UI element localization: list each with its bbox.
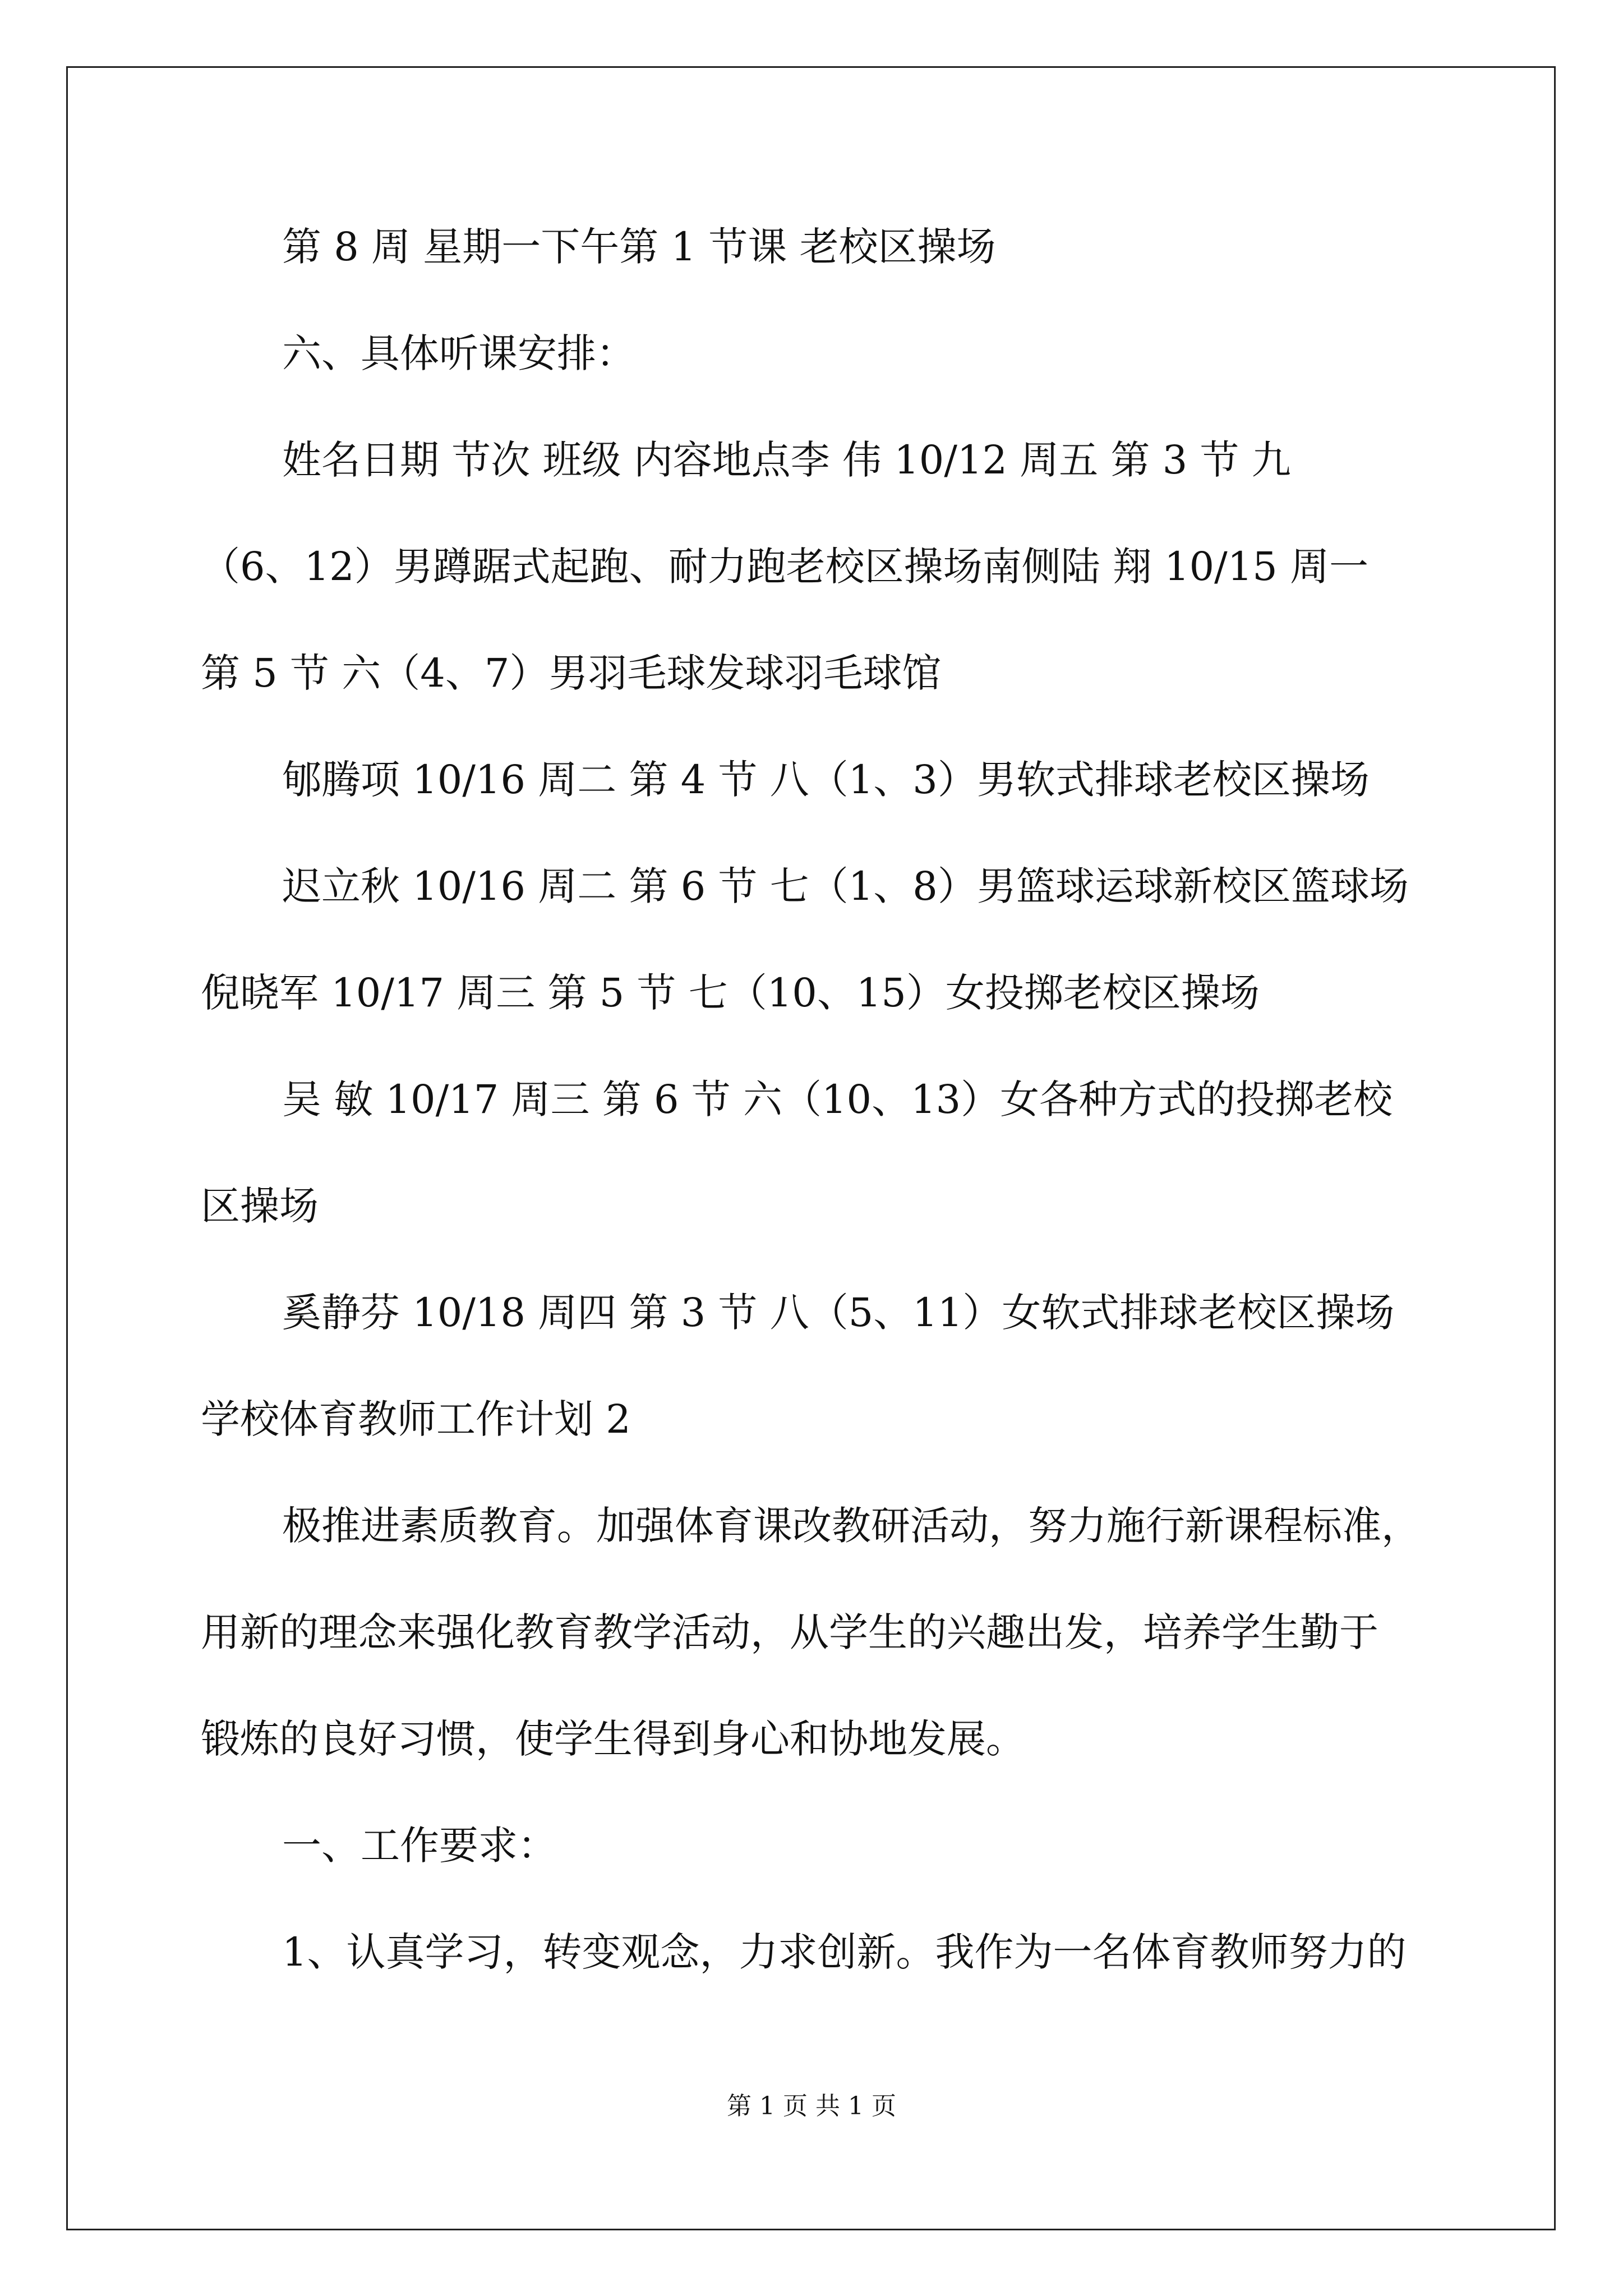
text-line: 吴 敏 10/17 周三 第 6 节 六（10、13）女各种方式的投掷老校	[282, 1076, 1393, 1122]
section-heading: 学校体育教师工作计划 2	[201, 1396, 631, 1442]
text-line: 六、具体听课安排：	[282, 330, 635, 376]
text-line: 锻炼的良好习惯，使学生得到身心和协地发展。	[201, 1716, 1025, 1762]
text-line: （6、12）男蹲踞式起跑、耐力跑老校区操场南侧陆 翔 10/15 周一	[201, 544, 1369, 590]
text-line: 姓名日期 节次 班级 内容地点李 伟 10/12 周五 第 3 节 九	[282, 437, 1291, 483]
text-line: 极推进素质教育。加强体育课改教研活动，努力施行新课程标准，	[282, 1503, 1421, 1549]
text-line: 倪晓军 10/17 周三 第 5 节 七（10、15）女投掷老校区操场	[201, 970, 1260, 1016]
text-line: 1、认真学习，转变观念，力求创新。我作为一名体育教师努力的	[282, 1929, 1407, 1975]
text-line: 郇腾项 10/16 周二 第 4 节 八（1、3）男软式排球老校区操场	[282, 757, 1370, 803]
page-footer: 第 1 页 共 1 页	[727, 2092, 896, 2120]
text-line: 第 5 节 六（4、7）男羽毛球发球羽毛球馆	[201, 650, 942, 696]
text-line: 用新的理念来强化教育教学活动，从学生的兴趣出发，培养学生勤于	[201, 1609, 1378, 1655]
text-line: 区操场	[201, 1183, 319, 1229]
text-line: 一、工作要求：	[282, 1823, 557, 1869]
page-border	[66, 66, 1556, 2230]
text-line: 奚静芬 10/18 周四 第 3 节 八（5、11）女软式排球老校区操场	[282, 1290, 1395, 1336]
text-line: 迟立秋 10/16 周二 第 6 节 七（1、8）男篮球运球新校区篮球场	[282, 863, 1409, 909]
text-line: 第 8 周 星期一下午第 1 节课 老校区操场	[282, 224, 996, 270]
